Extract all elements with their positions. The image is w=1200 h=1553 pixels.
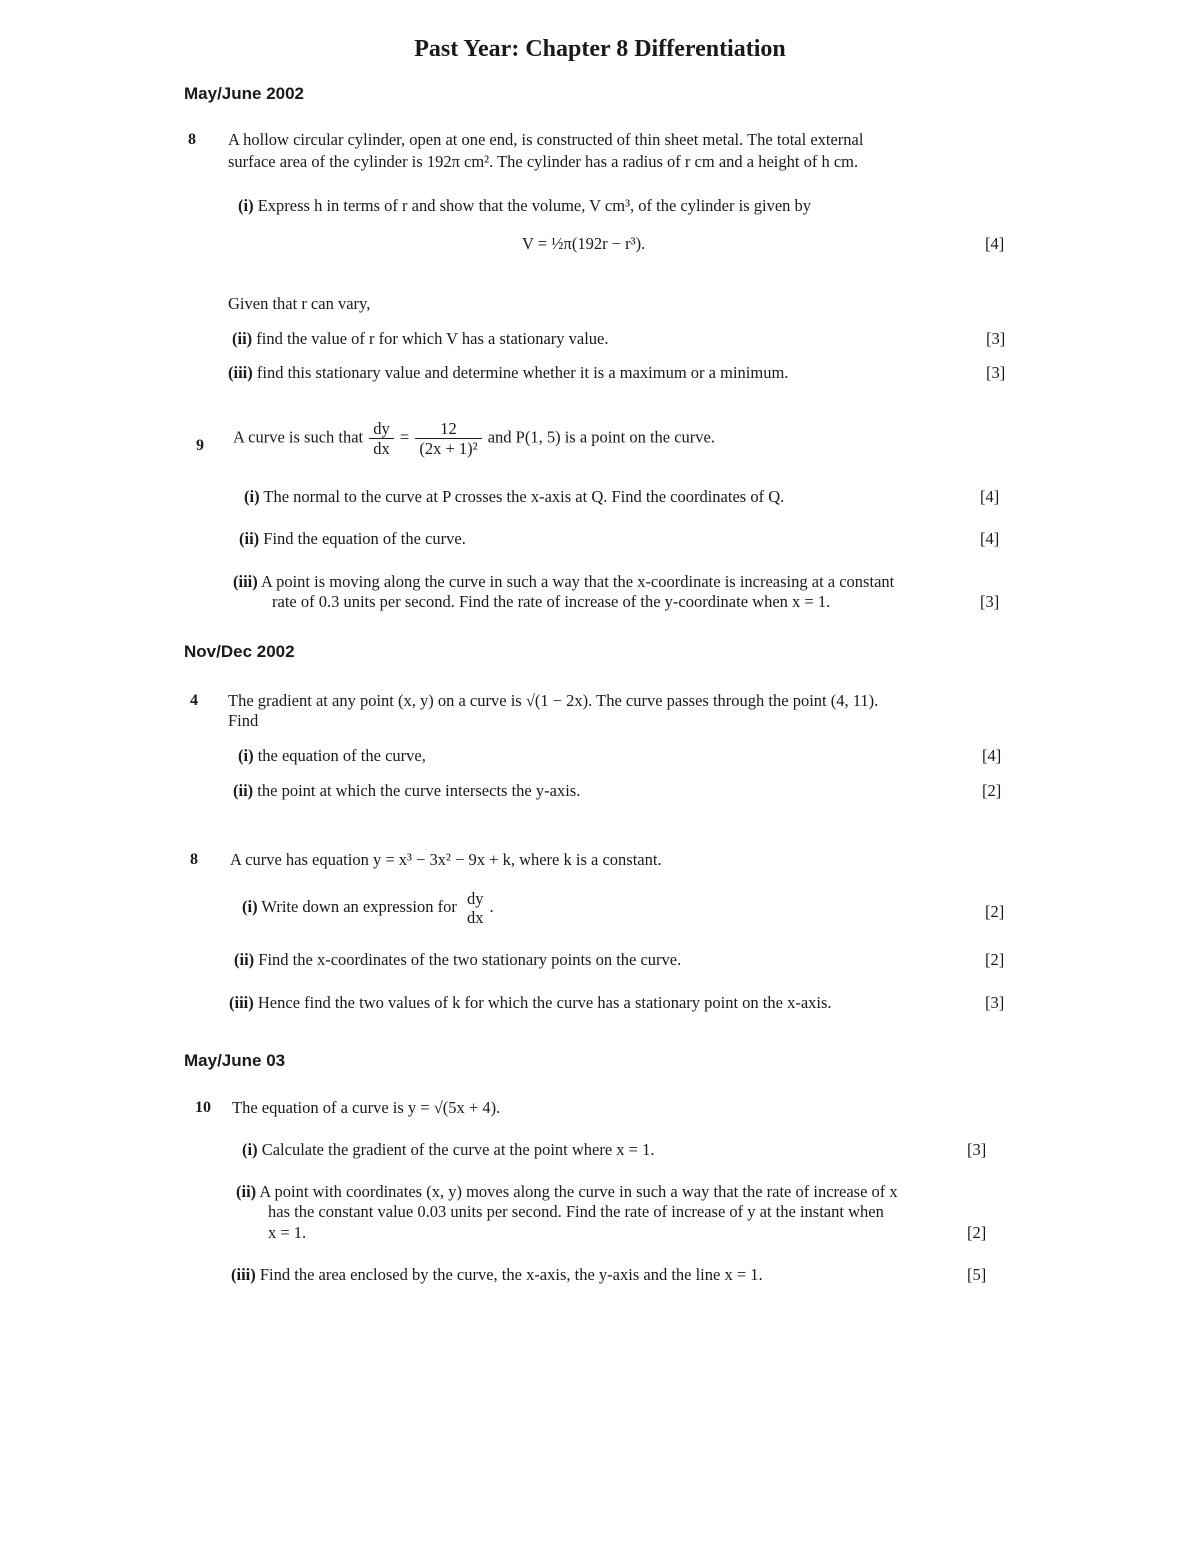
part-i <box>242 890 494 927</box>
part-iii <box>228 363 788 383</box>
part-label: (i) <box>242 1140 258 1159</box>
part-label: (ii) <box>234 950 255 969</box>
part-label: (iii) <box>228 363 253 382</box>
equals-sign: = <box>399 427 410 447</box>
marks: [4] <box>982 746 1002 765</box>
marks: [3] <box>986 363 1006 382</box>
part-ii <box>239 529 466 549</box>
part-label: (i) <box>242 897 258 917</box>
part-text-line: has the constant value 0.03 units per second. Find the rate of increase of y at the instant when <box>268 1202 884 1221</box>
fraction-denominator: (2x + 1)² <box>419 439 478 459</box>
part-text: A point with coordinates (x, y) moves along the curve in such a way that the rate of increase of x <box>259 1182 898 1201</box>
part-text-line: rate of 0.3 units per second. Find the rate of increase of the y-coordinate when x = 1. <box>272 592 831 611</box>
part-text: the equation of the curve, <box>257 746 426 765</box>
question-text-line: The gradient at any point (x, y) on a curve is √(1 − 2x). The curve passes through the point (4, 11). <box>228 691 879 710</box>
part-iii <box>231 1265 763 1285</box>
question-number: 4 <box>190 692 198 709</box>
part-text: Find the x-coordinates of the two stationary points on the curve. <box>258 950 682 969</box>
part-i <box>238 196 811 216</box>
marks: [2] <box>985 950 1005 969</box>
question-intro <box>233 420 715 458</box>
question-intro: The equation of a curve is y = √(5x + 4). <box>232 1098 501 1117</box>
question-number: 10 <box>195 1099 211 1116</box>
part-label: (ii) <box>239 529 260 548</box>
marks: [4] <box>980 529 1000 548</box>
part-label: (iii) <box>233 572 258 591</box>
rhs-fraction <box>415 420 481 458</box>
part-iii <box>229 993 832 1013</box>
question-text-line: surface area of the cylinder is 192π cm². The cylinder has a radius of r cm and a height of h cm. <box>228 152 859 171</box>
question-number: 8 <box>190 851 198 868</box>
part-label: (i) <box>244 487 260 506</box>
part-text: Calculate the gradient of the curve at the point where x = 1. <box>261 1140 655 1159</box>
part-ii <box>233 781 580 801</box>
part-label: (ii) <box>233 781 254 800</box>
fraction-numerator: 12 <box>415 420 481 439</box>
part-text: Find the area enclosed by the curve, the x-axis, the y-axis and the line x = 1. <box>259 1265 763 1284</box>
part-iii <box>233 572 894 592</box>
intro-text: A curve is such that <box>233 427 364 447</box>
part-text-line: x = 1. <box>268 1223 307 1242</box>
part-ii <box>236 1182 898 1202</box>
marks: [5] <box>967 1265 987 1284</box>
intro-text: and P(1, 5) is a point on the curve. <box>487 427 715 447</box>
marks: [3] <box>980 592 1000 611</box>
marks: [2] <box>967 1223 987 1242</box>
question-intro: A curve has equation y = x³ − 3x² − 9x + k, where k is a constant. <box>230 850 662 869</box>
part-text: The normal to the curve at P crosses the x-axis at Q. Find the coordinates of Q. <box>263 487 785 506</box>
volume-formula: V = ½π(192r − r³). <box>522 234 646 253</box>
part-label: (ii) <box>236 1182 257 1201</box>
part-text: Find the equation of the curve. <box>263 529 466 548</box>
marks: [3] <box>967 1140 987 1159</box>
marks: [2] <box>985 902 1005 921</box>
section-heading-may-june-2002: May/June 2002 <box>184 84 305 103</box>
part-text: find the value of r for which V has a stationary value. <box>256 329 609 348</box>
part-label: (iii) <box>229 993 254 1012</box>
part-label: (i) <box>238 196 254 215</box>
part-text: Express h in terms of r and show that the volume, V cm³, of the cylinder is given by <box>257 196 812 215</box>
marks: [4] <box>985 234 1005 253</box>
marks: [2] <box>982 781 1002 800</box>
question-text-line: Find <box>228 711 259 730</box>
fraction-denominator: dx <box>466 908 484 928</box>
page-title: Past Year: Chapter 8 Differentiation <box>414 36 786 62</box>
marks: [4] <box>980 487 1000 506</box>
part-label: (iii) <box>231 1265 256 1284</box>
part-i <box>244 487 784 507</box>
period: . <box>489 897 494 917</box>
part-label: (i) <box>238 746 254 765</box>
marks: [3] <box>985 993 1005 1012</box>
part-text: Write down an expression for <box>261 897 457 917</box>
part-text: the point at which the curve intersects the y-axis. <box>257 781 581 800</box>
part-label: (ii) <box>232 329 253 348</box>
question-number: 8 <box>188 131 196 148</box>
part-i <box>238 746 426 766</box>
given-text: Given that r can vary, <box>228 294 371 313</box>
part-i <box>242 1140 655 1160</box>
fraction-numerator: dy <box>466 889 484 908</box>
section-heading-nov-dec-2002: Nov/Dec 2002 <box>184 642 295 661</box>
question-number: 9 <box>196 437 204 454</box>
part-ii <box>232 329 609 349</box>
section-heading-may-june-03: May/June 03 <box>184 1051 286 1070</box>
fraction-denominator: dx <box>373 439 390 459</box>
part-ii <box>234 950 681 970</box>
part-text: find this stationary value and determine whether it is a maximum or a minimum. <box>256 363 789 382</box>
question-text-line: A hollow circular cylinder, open at one end, is constructed of thin sheet metal. The total external <box>228 130 864 149</box>
derivative-fraction <box>463 890 488 927</box>
part-text: Hence find the two values of k for which the curve has a stationary point on the x-axis. <box>257 993 832 1012</box>
marks: [3] <box>986 329 1006 348</box>
derivative-fraction <box>369 420 394 458</box>
part-text: A point is moving along the curve in such a way that the x-coordinate is increasing at a constant <box>260 572 895 591</box>
fraction-numerator: dy <box>369 420 394 439</box>
